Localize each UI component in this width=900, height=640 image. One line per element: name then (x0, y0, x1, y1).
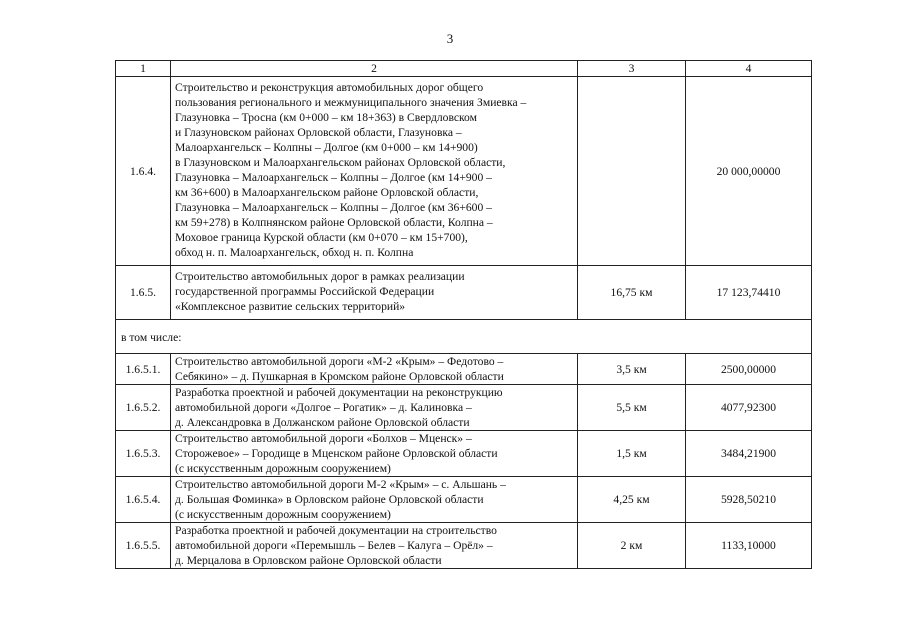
description-line: государственной программы Российской Федерации (175, 285, 435, 298)
table-row (116, 385, 812, 431)
row-number: 1.6.4. (116, 77, 171, 266)
description-line: Разработка проектной и рабочей документации на реконструкцию (175, 386, 503, 399)
row-description (171, 354, 578, 385)
row-description (171, 385, 578, 431)
row-quantity: 16,75 км (578, 266, 686, 320)
row-description (171, 77, 578, 266)
description-line: Строительство автомобильной дороги «Болхов – Мценск» – (175, 432, 472, 445)
row-quantity: 2 км (578, 523, 686, 569)
table-row (116, 431, 812, 477)
table-row (116, 266, 812, 320)
description-line: (с искусственным дорожным сооружением) (175, 508, 391, 521)
table-row (116, 77, 812, 266)
description-line: «Комплексное развитие сельских территорий» (175, 300, 406, 313)
description-line: км 36+600) в Малоархангельском районе Орловской области, (175, 186, 479, 199)
description-line: Сторожевое» – Городище в Мценском районе Орловской области (175, 447, 498, 460)
column-number: 4 (686, 61, 812, 77)
description-line: д. Мерцалова в Орловском районе Орловской области (175, 554, 442, 567)
row-amount: 2500,00000 (686, 354, 812, 385)
description-line: Строительство автомобильной дороги «М-2 «Крым» – Федотово – (175, 355, 504, 368)
budget-table (115, 60, 812, 569)
row-description (171, 431, 578, 477)
row-quantity (578, 77, 686, 266)
description-line: (с искусственным дорожным сооружением) (175, 462, 391, 475)
row-quantity: 1,5 км (578, 431, 686, 477)
description-line: км 59+278) в Колпнянском районе Орловской области, Колпна – (175, 216, 493, 229)
description-line: Разработка проектной и рабочей документации на строительство (175, 524, 497, 537)
page-number: 3 (446, 31, 454, 46)
row-number: 1.6.5.2. (116, 385, 171, 431)
row-description (171, 477, 578, 523)
row-amount: 5928,50210 (686, 477, 812, 523)
row-quantity: 5,5 км (578, 385, 686, 431)
row-number: 1.6.5.3. (116, 431, 171, 477)
row-description (171, 523, 578, 569)
column-number: 3 (578, 61, 686, 77)
description-line: Моховое граница Курской области (км 0+070 – км 15+700), (175, 231, 468, 244)
description-line: автомобильной дороги «Перемышль – Белев – Калуга – Орёл» – (175, 539, 493, 552)
section-label: в том числе: (116, 320, 812, 354)
description-line: и Глазуновском районах Орловской области, Глазуновка – (175, 126, 462, 139)
description-line: Себякино» – д. Пушкарная в Кромском районе Орловской области (175, 370, 504, 383)
description-line: обход н. п. Малоархангельск, обход н. п. Колпна (175, 246, 414, 259)
row-quantity: 4,25 км (578, 477, 686, 523)
column-number: 2 (171, 61, 578, 77)
column-number-row (116, 61, 812, 77)
table-row (116, 523, 812, 569)
row-amount: 20 000,00000 (686, 77, 812, 266)
column-number: 1 (116, 61, 171, 77)
description-line: Строительство и реконструкция автомобильных дорог общего (175, 81, 484, 94)
description-line: д. Александровка в Должанском районе Орловской области (175, 416, 470, 429)
description-line: д. Большая Фоминка» в Орловском районе Орловской области (175, 493, 484, 506)
row-number: 1.6.5.4. (116, 477, 171, 523)
description-line: автомобильной дороги «Долгое – Рогатик» – д. Калиновка – (175, 401, 472, 414)
description-line: пользования регионального и межмуниципального значения Змиевка – (175, 96, 527, 109)
row-number: 1.6.5.5. (116, 523, 171, 569)
row-amount: 3484,21900 (686, 431, 812, 477)
description-line: Малоархангельск – Колпны – Долгое (км 0+000 – км 14+900) (175, 141, 478, 154)
row-amount: 1133,10000 (686, 523, 812, 569)
row-amount: 4077,92300 (686, 385, 812, 431)
section-row (116, 320, 812, 354)
row-amount: 17 123,74410 (686, 266, 812, 320)
description-line: Строительство автомобильных дорог в рамках реализации (175, 270, 465, 283)
description-line: Глазуновка – Малоархангельск – Колпны – Долгое (км 14+900 – (175, 171, 492, 184)
description-line: в Глазуновском и Малоархангельском районах Орловской области, (175, 156, 506, 169)
description-line: Глазуновка – Малоархангельск – Колпны – Долгое (км 36+600 – (175, 201, 492, 214)
table-row (116, 354, 812, 385)
row-description (171, 266, 578, 320)
row-number: 1.6.5.1. (116, 354, 171, 385)
description-line: Глазуновка – Тросна (км 0+000 – км 18+363) в Свердловском (175, 111, 477, 124)
row-number: 1.6.5. (116, 266, 171, 320)
table-row (116, 477, 812, 523)
row-quantity: 3,5 км (578, 354, 686, 385)
description-line: Строительство автомобильной дороги М-2 «Крым» – с. Альшань – (175, 478, 506, 491)
